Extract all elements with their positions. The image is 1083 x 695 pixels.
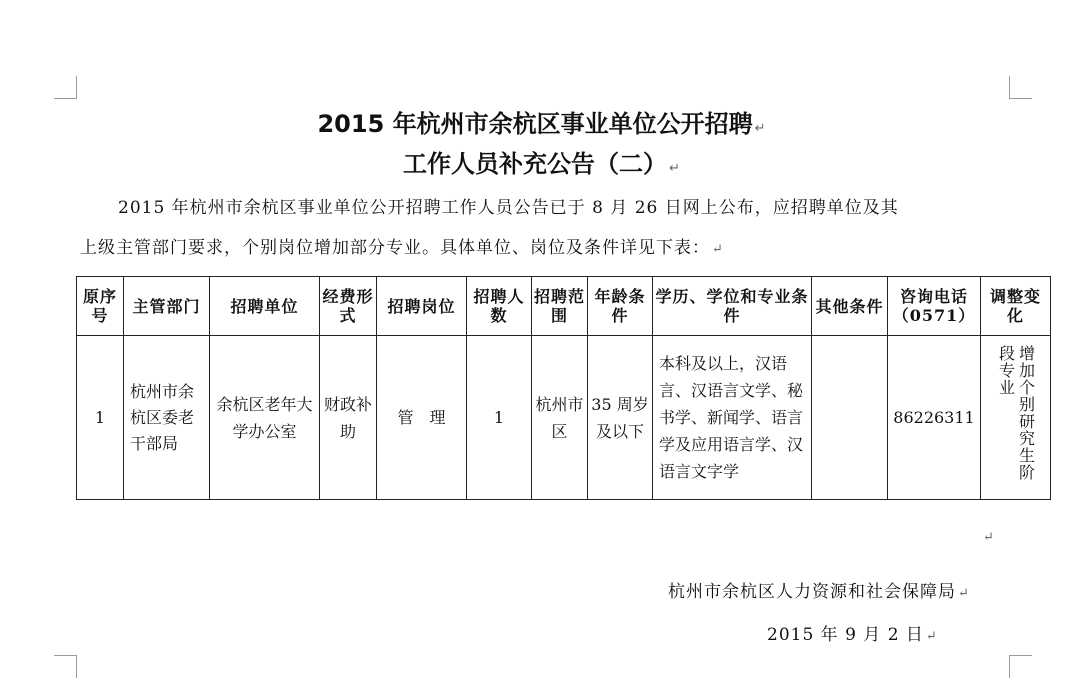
body-paragraph-line-2: 上级主管部门要求，个别岗位增加部分专业。具体单位、岗位及条件详见下表： ↵ bbox=[80, 238, 724, 258]
cell-education: 本科及以上，汉语言、汉语言文学、秘书学、新闻学、语言学及应用语言学、汉语言文字学 bbox=[653, 336, 812, 500]
cell-scope: 杭州市区 bbox=[532, 336, 588, 500]
header-cell: 招聘范围 bbox=[532, 277, 588, 336]
body-paragraph-line-1: 2015 年杭州市余杭区事业单位公开招聘工作人员公告已于 8 月 26 日网上公布，应招聘单位及其 bbox=[118, 198, 899, 218]
cell-phone: 86226311 bbox=[888, 336, 981, 500]
cell-age: 35 周岁及以下 bbox=[588, 336, 653, 500]
header-cell: 主管部门 bbox=[124, 277, 210, 336]
header-cell: 经费形式 bbox=[320, 277, 377, 336]
header-cell: 招聘岗位 bbox=[377, 277, 467, 336]
recruitment-table bbox=[76, 276, 1051, 500]
page-corner-mark-top-left bbox=[54, 76, 77, 99]
paragraph-mark-icon: ↵ bbox=[669, 161, 680, 176]
page-corner-mark-top-right bbox=[1009, 76, 1032, 99]
change-text: 增加个别研究生阶段专业 bbox=[996, 345, 1036, 481]
cell-department: 杭州市余杭区委老干部局 bbox=[124, 336, 210, 500]
paragraph-mark-icon: ↵ bbox=[983, 530, 994, 545]
paragraph-mark-icon: ↵ bbox=[754, 121, 766, 136]
cell-count: 1 bbox=[467, 336, 532, 500]
header-cell: 招聘人数 bbox=[467, 277, 532, 336]
page-corner-mark-bottom-right bbox=[1009, 655, 1032, 678]
table-row bbox=[77, 336, 1051, 500]
cell-unit: 余杭区老年大学办公室 bbox=[210, 336, 320, 500]
cell-other bbox=[812, 336, 888, 500]
cell-index: 1 bbox=[77, 336, 124, 500]
header-cell: 原序号 bbox=[77, 277, 124, 336]
paragraph-mark-icon: ↵ bbox=[712, 242, 724, 257]
table-header-row bbox=[77, 277, 1051, 336]
header-cell: 咨询电话（0571） bbox=[888, 277, 981, 336]
issue-date: 2015 年 9 月 2 日 ↵ bbox=[767, 625, 938, 645]
cell-funding: 财政补助 bbox=[320, 336, 377, 500]
cell-change bbox=[981, 336, 1051, 500]
issuing-authority: 杭州市余杭区人力资源和社会保障局 ↵ bbox=[668, 582, 970, 602]
header-cell: 学历、学位和专业条件 bbox=[653, 277, 812, 336]
title-line-1: 2015 年杭州市余杭区事业单位公开招聘 ↵ bbox=[317, 110, 766, 138]
title-line-2: 工作人员补充公告（二） ↵ bbox=[403, 150, 680, 178]
header-cell: 招聘单位 bbox=[210, 277, 320, 336]
cell-position: 管 理 bbox=[377, 336, 467, 500]
page-corner-mark-bottom-left bbox=[54, 655, 77, 678]
header-cell: 其他条件 bbox=[812, 277, 888, 336]
paragraph-mark-icon: ↵ bbox=[925, 629, 938, 644]
header-cell: 年龄条件 bbox=[588, 277, 653, 336]
paragraph-mark-icon: ↵ bbox=[958, 586, 970, 601]
header-cell: 调整变化 bbox=[981, 277, 1051, 336]
